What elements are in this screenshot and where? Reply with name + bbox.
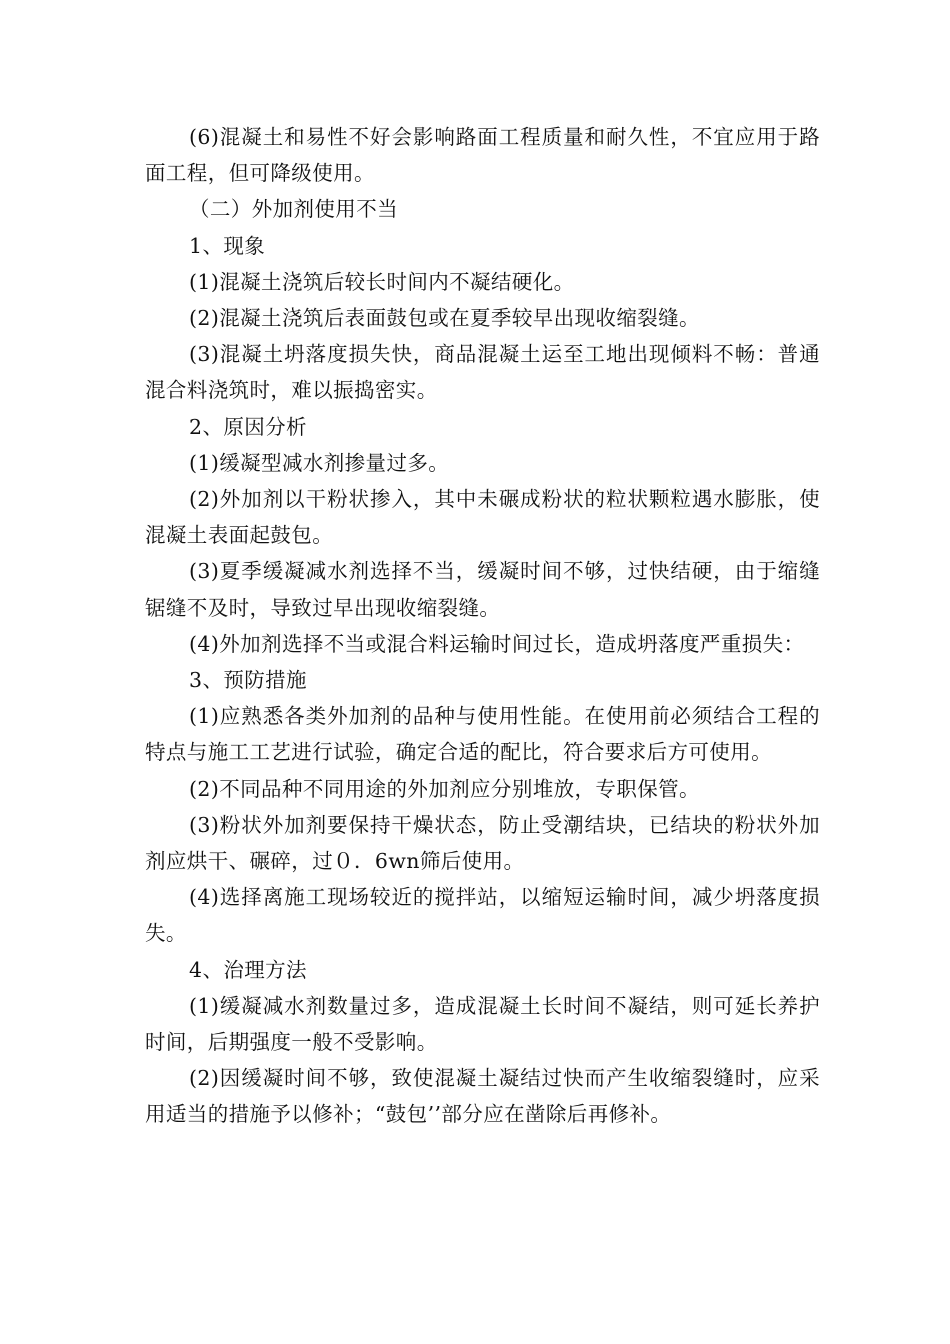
paragraph-item-6-workability: (6)混凝土和易性不好会影响路面工程质量和耐久性，不宜应用于路面工程，但可降级使用。 bbox=[145, 125, 820, 186]
subheading-treatment: 4、治理方法 bbox=[189, 957, 307, 982]
paragraph-cause-2: (2)外加剂以干粉状掺入，其中未碾成粉状的粒状颗粒遇水膨胀，使混凝土表面起鼓包。 bbox=[145, 487, 820, 548]
paragraph-prevention-2: (2)不同品种不同用途的外加剂应分别堆放，专职保管。 bbox=[189, 776, 700, 801]
paragraph-treatment-2: (2)因缓凝时间不够，致使混凝土凝结过快而产生收缩裂缝时，应采用适当的措施予以修补；“鼓包’’部分应在凿除后再修补。 bbox=[145, 1066, 820, 1127]
paragraph-cause-1: (1)缓凝型减水剂掺量过多。 bbox=[189, 450, 450, 475]
paragraph-phenomenon-2: (2)混凝土浇筑后表面鼓包或在夏季较早出现收缩裂缝。 bbox=[189, 306, 700, 331]
subheading-prevention: 3、预防措施 bbox=[189, 668, 307, 693]
paragraph-phenomenon-1: (1)混凝土浇筑后较长时间内不凝结硬化。 bbox=[189, 269, 575, 294]
section-heading-admixture: （二）外加剂使用不当 bbox=[189, 197, 398, 222]
paragraph-prevention-1: (1)应熟悉各类外加剂的品种与使用性能。在使用前必须结合工程的特点与施工工艺进行试验，确定合适的配比，符合要求后方可使用。 bbox=[145, 704, 820, 765]
subheading-cause-analysis: 2、原因分析 bbox=[189, 414, 307, 439]
paragraph-cause-4: (4)外加剂选择不当或混合料运输时间过长，造成坍落度严重损失： bbox=[189, 631, 805, 656]
subheading-phenomenon: 1、现象 bbox=[189, 233, 266, 258]
document-body bbox=[145, 119, 820, 1133]
paragraph-cause-3: (3)夏季缓凝减水剂选择不当，缓凝时间不够，过快结硬，由于缩缝锯缝不及时，导致过早出现收缩裂缝。 bbox=[145, 559, 820, 620]
paragraph-prevention-4: (4)选择离施工现场较近的搅拌站，以缩短运输时间，减少坍落度损失。 bbox=[145, 885, 820, 946]
paragraph-prevention-3: (3)粉状外加剂要保持干燥状态，防止受潮结块，已结块的粉状外加剂应烘干、碾碎，过０．6wn筛后使用。 bbox=[145, 812, 820, 874]
paragraph-phenomenon-3: (3)混凝土坍落度损失快，商品混凝土运至工地出现倾料不畅：普通混合料浇筑时，难以振捣密实。 bbox=[145, 342, 820, 403]
paragraph-treatment-1: (1)缓凝减水剂数量过多，造成混凝土长时间不凝结，则可延长养护时间，后期强度一般不受影响。 bbox=[145, 993, 820, 1055]
